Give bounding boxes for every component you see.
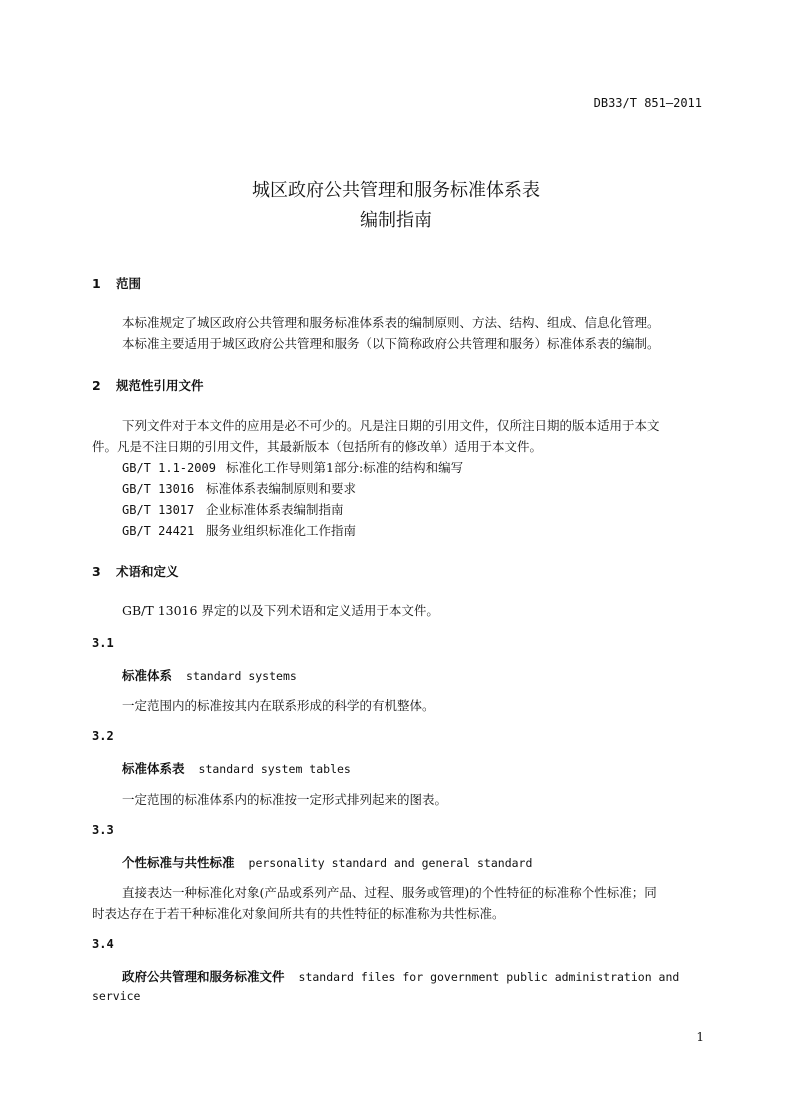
reference-item — [122, 479, 356, 497]
subsection-number: 3.3 — [92, 823, 114, 837]
section-title: 术语和定义 — [116, 564, 179, 579]
section-2-heading — [92, 376, 204, 394]
section-title: 规范性引用文件 — [116, 378, 204, 393]
document-code: DB33/T 851—2011 — [593, 96, 702, 110]
term-chinese: 标准体系表 — [122, 761, 185, 776]
term-english: standard systems — [186, 669, 297, 683]
term-english: standard files for government public administration and — [298, 970, 680, 984]
section-title: 范围 — [116, 276, 142, 291]
section-number: 3 — [92, 564, 101, 579]
term-english: personality standard and general standard — [248, 856, 533, 870]
section-1-heading — [92, 274, 141, 292]
reference-code: GB/T 24421 — [122, 524, 195, 538]
term-chinese: 标准体系 — [122, 668, 173, 683]
reference-code: GB/T 13016 — [122, 482, 195, 496]
subsection-number: 3.2 — [92, 729, 114, 743]
reference-item — [122, 500, 344, 518]
term-entry — [122, 967, 679, 985]
paragraph: 本标准主要适用于城区政府公共管理和服务（以下简称政府公共管理和服务）标准体系表的编制。 — [122, 336, 660, 351]
reference-title: 服务业组织标准化工作指南 — [206, 523, 357, 538]
reference-title: 标准化工作导则第1部分:标准的结构和编写 — [226, 460, 464, 475]
document-title: 城区政府公共管理和服务标准体系表 — [252, 180, 540, 201]
paragraph: 下列文件对于本文件的应用是必不可少的。凡是注日期的引用文件，仅所注日期的版本适用于本文 — [122, 418, 660, 433]
section-number: 1 — [92, 276, 101, 291]
reference-title: 企业标准体系表编制指南 — [206, 502, 344, 517]
paragraph: 本标准规定了城区政府公共管理和服务标准体系表的编制原则、方法、结构、组成、信息化管理。 — [122, 315, 660, 330]
reference-code: GB/T 13017 — [122, 503, 195, 517]
paragraph: 件。凡是不注日期的引用文件，其最新版本（包括所有的修改单）适用于本文件。 — [92, 439, 543, 454]
section-3-heading — [92, 562, 179, 580]
term-definition: 时表达存在于若干种标准化对象间所共有的共性特征的标准称为共性标准。 — [92, 906, 505, 921]
subsection-number: 3.4 — [92, 937, 114, 951]
term-definition: 一定范围内的标准按其内在联系形成的科学的有机整体。 — [122, 698, 435, 713]
reference-item — [122, 521, 356, 539]
term-entry — [122, 853, 532, 871]
term-english: standard system tables — [198, 762, 351, 776]
term-definition: 直接表达一种标准化对象(产品或系列产品、过程、服务或管理)的个性特征的标准称个性标准；同 — [122, 885, 657, 900]
term-english-continued: service — [92, 989, 141, 1003]
section-number: 2 — [92, 378, 101, 393]
term-definition: 一定范围的标准体系内的标准按一定形式排列起来的图表。 — [122, 792, 448, 807]
term-chinese: 政府公共管理和服务标准文件 — [122, 969, 285, 984]
subsection-number: 3.1 — [92, 636, 114, 650]
document-subtitle: 编制指南 — [360, 210, 432, 231]
reference-code: GB/T 1.1-2009 — [122, 461, 216, 475]
term-entry — [122, 759, 351, 777]
reference-item — [122, 458, 463, 476]
page-number: 1 — [696, 1030, 704, 1044]
reference-title: 标准体系表编制原则和要求 — [206, 481, 357, 496]
term-entry — [122, 666, 297, 684]
term-chinese: 个性标准与共性标准 — [122, 855, 235, 870]
paragraph: GB/T 13016 界定的以及下列术语和定义适用于本文件。 — [122, 603, 439, 618]
